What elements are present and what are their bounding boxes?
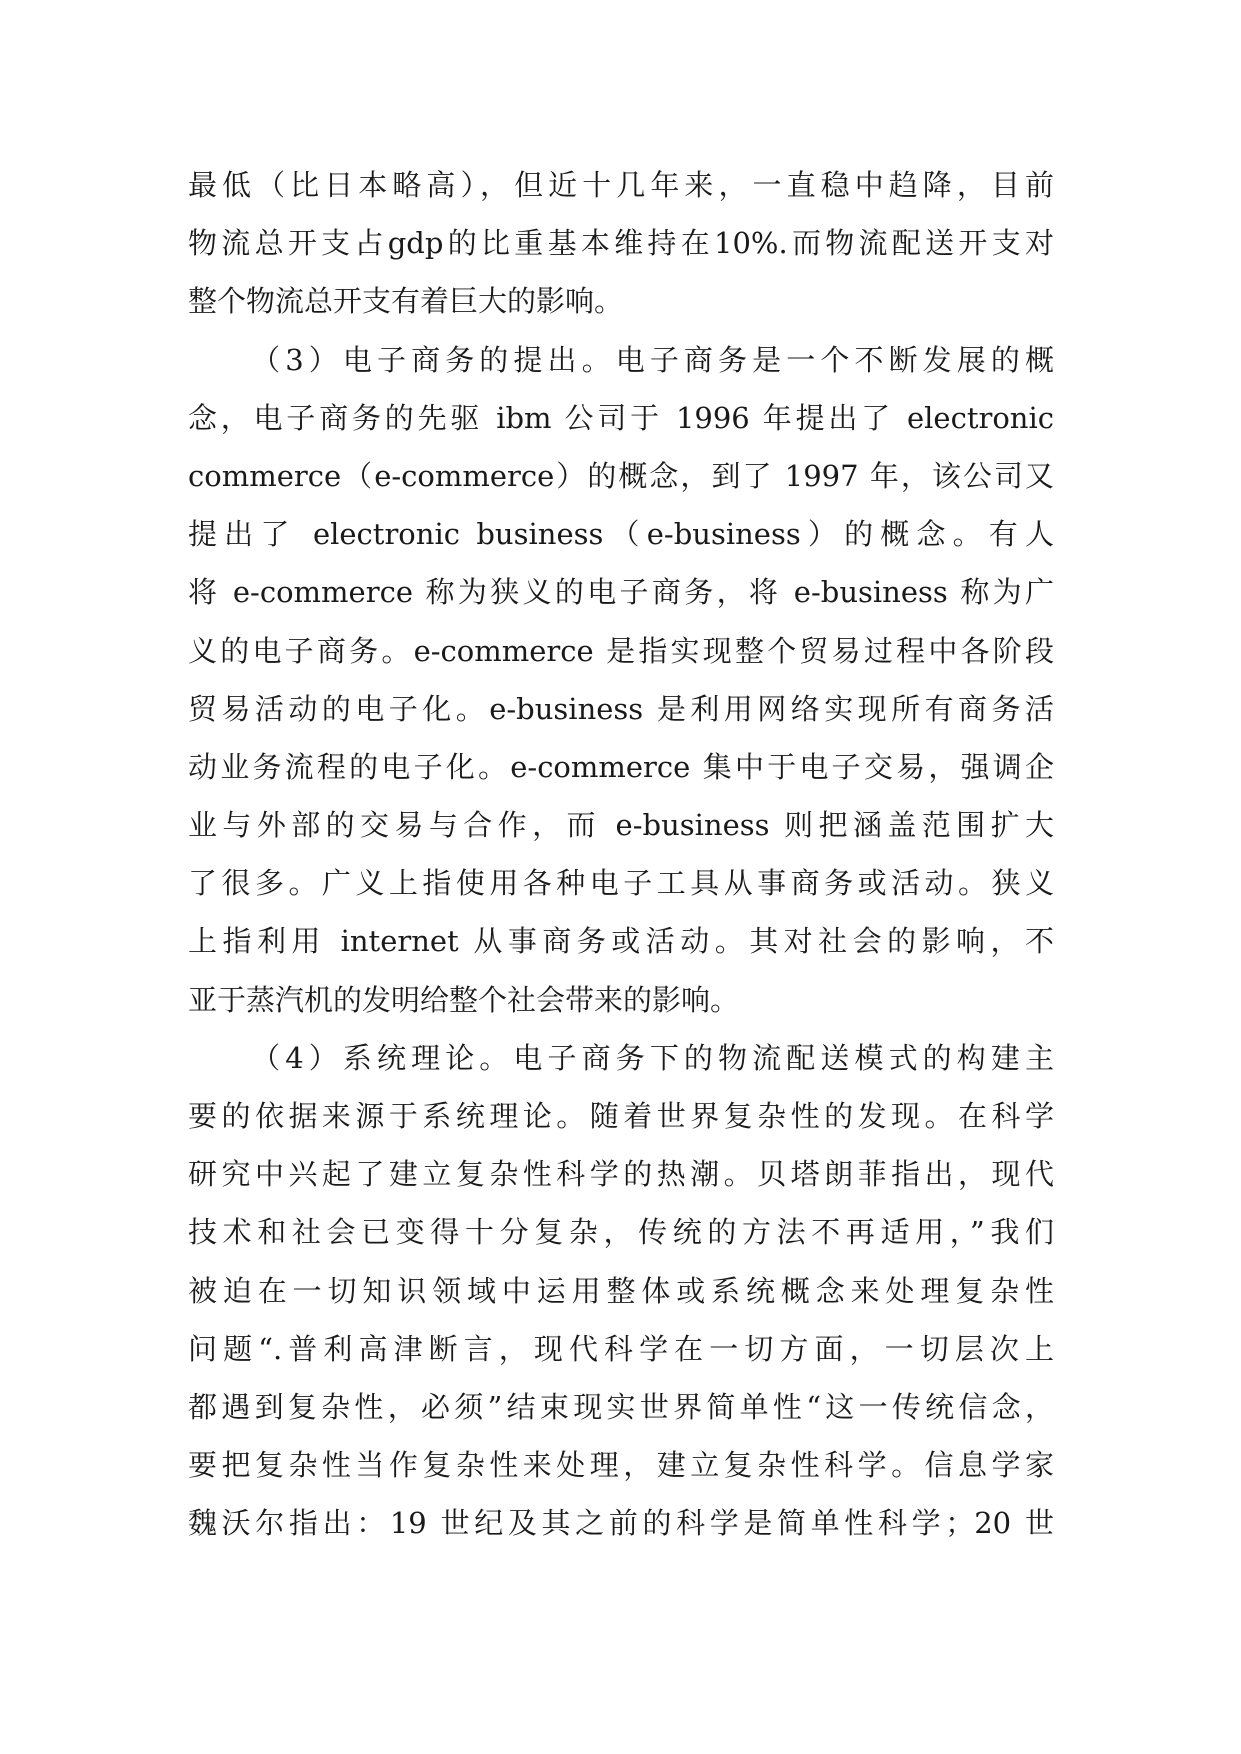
text-line: 技术和社会已变得十分复杂，传统的方法不再适用，”我们 <box>188 1215 1054 1250</box>
body-text <box>188 156 1054 1553</box>
text-line: 研究中兴起了建立复杂性科学的热潮。贝塔朗菲指出，现代 <box>188 1157 1054 1192</box>
text-line: 被迫在一切知识领域中运用整体或系统概念来处理复杂性 <box>188 1273 1054 1308</box>
text-line: 将 e-commerce 称为狭义的电子商务，将 e-business 称为广 <box>188 575 1054 610</box>
text-line-content: （3）电子商务的提出。电子商务是一个不断发展的概 <box>246 342 1054 377</box>
text-line: 问题“.普利高津断言，现代科学在一切方面，一切层次上 <box>188 1331 1054 1366</box>
text-line: 念，电子商务的先驱 ibm 公司于 1996 年提出了 electronic <box>188 400 1054 435</box>
text-line: 都遇到复杂性，必须”结束现实世界简单性“这一传统信念， <box>188 1389 1054 1424</box>
text-line: 贸易活动的电子化。e-business 是利用网络实现所有商务活 <box>188 691 1054 726</box>
text-line: 要的依据来源于系统理论。随着世界复杂性的发现。在科学 <box>188 1099 1054 1133</box>
text-line: 整个物流总开支有着巨大的影响。 <box>188 284 624 319</box>
text-line <box>188 1029 1054 1087</box>
text-line: 最低（比日本略高），但近十几年来，一直稳中趋降，目前 <box>188 168 1054 202</box>
text-line: 义的电子商务。e-commerce 是指实现整个贸易过程中各阶段 <box>188 633 1054 668</box>
text-line: 要把复杂性当作复杂性来处理，建立复杂性科学。信息学家 <box>188 1448 1054 1483</box>
text-line: commerce（e-commerce）的概念，到了 1997 年，该公司又 <box>188 458 1054 493</box>
text-line: 魏沃尔指出：19 世纪及其之前的科学是简单性科学；20 世 <box>188 1506 1054 1541</box>
text-line <box>188 331 1054 389</box>
text-line: 上指利用 internet 从事商务或活动。其对社会的影响，不 <box>188 924 1054 959</box>
text-line: 亚于蒸汽机的发明给整个社会带来的影响。 <box>188 982 740 1017</box>
text-line: 动业务流程的电子化。e-commerce 集中于电子交易，强调企 <box>188 749 1054 784</box>
text-line: 了很多。广义上指使用各种电子工具从事商务或活动。狭义 <box>188 866 1054 901</box>
text-line-content: （4）系统理论。电子商务下的物流配送模式的构建主 <box>246 1040 1054 1075</box>
text-line: 物流总开支占gdp的比重基本维持在10%.而物流配送开支对 <box>188 226 1054 261</box>
text-line: 业与外部的交易与合作，而 e-business 则把涵盖范围扩大 <box>188 808 1054 843</box>
text-line: 提出了 electronic business（e-business）的概念。有人 <box>188 517 1054 552</box>
